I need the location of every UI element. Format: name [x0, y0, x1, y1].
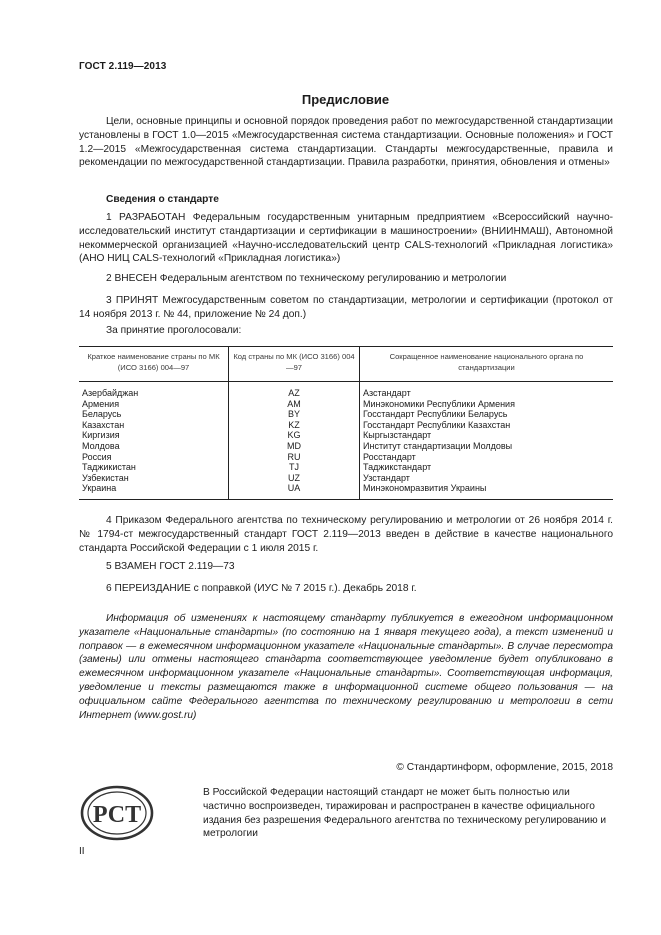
table-row [79, 473, 613, 484]
code-cell: KG [229, 430, 360, 441]
table-header-row [79, 347, 613, 382]
code-cell: UZ [229, 473, 360, 484]
page-title: Предисловие [301, 92, 390, 107]
code-cell: KZ [229, 420, 360, 431]
code-cell: TJ [229, 462, 360, 473]
country-cell: Азербайджан [82, 388, 139, 398]
country-cell: Армения [82, 398, 120, 409]
code-cell: RU [229, 452, 360, 463]
body-cell: Кыргызстандарт [363, 430, 432, 441]
country-cell: Беларусь [82, 409, 122, 420]
item-1-paragraph: 1 РАЗРАБОТАН Федеральным государственным унитарным предприятием «Всероссийский научно-исследовательский институт стандартизации и сертификации в машиностроении» (ВНИИНМАШ), Автономной некоммерческой организацией «Научно-исследовательский центр CALS-технологий «Прикладная логистика» (АНО НИЦ CALS-технологий «Прикладная логистика») [79, 212, 613, 265]
item-5-paragraph: 5 ВЗАМЕН ГОСТ 2.119—73 [106, 561, 235, 572]
country-cell: Таджикистан [82, 462, 136, 473]
country-cell: Казахстан [82, 419, 125, 430]
item-3-paragraph: 3 ПРИНЯТ Межгосударственным советом по стандартизации, метрологии и сертификации (протокол от 14 ноября 2013 г. № 44, приложение № 24 доп.) [79, 295, 613, 320]
country-cell: Киргизия [82, 430, 120, 441]
code-cell: MD [229, 441, 360, 452]
body-cell: Росстандарт [363, 451, 416, 462]
table-row [79, 399, 613, 410]
voting-table [79, 346, 613, 500]
voted-label: За принятие проголосовали: [106, 325, 242, 336]
column-header-code: Код страны по МК (ИСО 3166) 004—97 [229, 347, 360, 382]
copyright-notice: В Российской Федерации настоящий стандарт не может быть полностью или частично воспроизведен, тиражирован и распространен в качестве официального издания без разрешения Федерального агентства по техническому регулированию и метрологии [203, 787, 607, 840]
table-row [79, 409, 613, 420]
body-cell: Госстандарт Республики Беларусь [363, 409, 508, 420]
country-cell: Молдова [82, 440, 120, 451]
table-row [79, 382, 613, 399]
code-cell: BY [229, 409, 360, 420]
body-cell: Минэкономики Республики Армения [363, 398, 515, 409]
table-row [79, 420, 613, 431]
body-cell: Минэкономразвития Украины [360, 483, 614, 499]
body-cell: Госстандарт Республики Казахстан [363, 419, 511, 430]
country-cell: Украина [79, 483, 229, 499]
body-cell: Азстандарт [363, 388, 411, 398]
table-row [79, 462, 613, 473]
body-cell: Институт стандартизации Молдовы [363, 440, 513, 451]
body-cell: Таджикстандарт [363, 462, 432, 473]
copyright-line: © Стандартинформ, оформление, 2015, 2018 [396, 762, 613, 773]
body-cell: Узстандарт [363, 472, 410, 483]
table-row [79, 430, 613, 441]
country-cell: Россия [82, 451, 112, 462]
item-6-paragraph: 6 ПЕРЕИЗДАНИЕ с поправкой (ИУС № 7 2015 г.). Декабрь 2018 г. [106, 583, 417, 594]
code-cell: AM [229, 399, 360, 410]
page-number: II [79, 846, 85, 857]
intro-paragraph: Цели, основные принципы и основной порядок проведения работ по межгосударственной стандартизации установлены в ГОСТ 1.0—2015 «Межгосударственная система стандартизации. Основные положения» и ГОСТ 1.2—2015 «Межгосударственная система стандартизации. Стандарты межгосударственные, правила и рекомендации по межгосударственной стандартизации. Правила разработки, принятия, обновления и отмены» [79, 116, 613, 169]
code-cell: AZ [229, 382, 360, 399]
table-row [79, 441, 613, 452]
rst-logo-icon [79, 784, 155, 842]
code-cell: UA [229, 483, 360, 499]
item-4-paragraph: 4 Приказом Федерального агентства по техническому регулированию и метрологии от 26 ноября 2014 г. № 1794-ст межгосударственный стандарт ГОСТ 2.119—2013 введен в действие в качестве национального стандарта Российской Федерации с 1 июля 2015 г. [79, 515, 613, 554]
column-header-country: Краткое наименование страны по МК (ИСО 3166) 004—97 [79, 347, 229, 382]
info-paragraph: Информация об изменениях к настоящему стандарту публикуется в ежегодном информационном указателе «Национальные стандарты» (по состоянию на 1 января текущего года), а текст изменений и поправок — в ежемесячном информационном указателе «Национальные стандарты». В случае пересмотра (замены) или отмены настоящего стандарта соответствующее уведомление будет опубликовано в ежемесячном информационном указателе «Национальные стандарты». Соответствующая информация, уведомление и тексты размещаются также в информационной системе общего пользования — на официальном сайте Федерального агентства по техническому регулированию и метрологии в сети Интернет (www.gost.ru) [79, 613, 613, 721]
column-header-body: Сокращенное наименование национального органа по стандартизации [360, 347, 614, 382]
country-cell: Узбекистан [82, 472, 129, 483]
table-row [79, 483, 613, 499]
document-id: ГОСТ 2.119—2013 [79, 61, 167, 72]
item-2-paragraph: 2 ВНЕСЕН Федеральным агентством по техническому регулированию и метрологии [106, 273, 507, 284]
section-subheading: Сведения о стандарте [106, 194, 219, 205]
logo-text: РСТ [92, 802, 142, 828]
table-row [79, 452, 613, 463]
